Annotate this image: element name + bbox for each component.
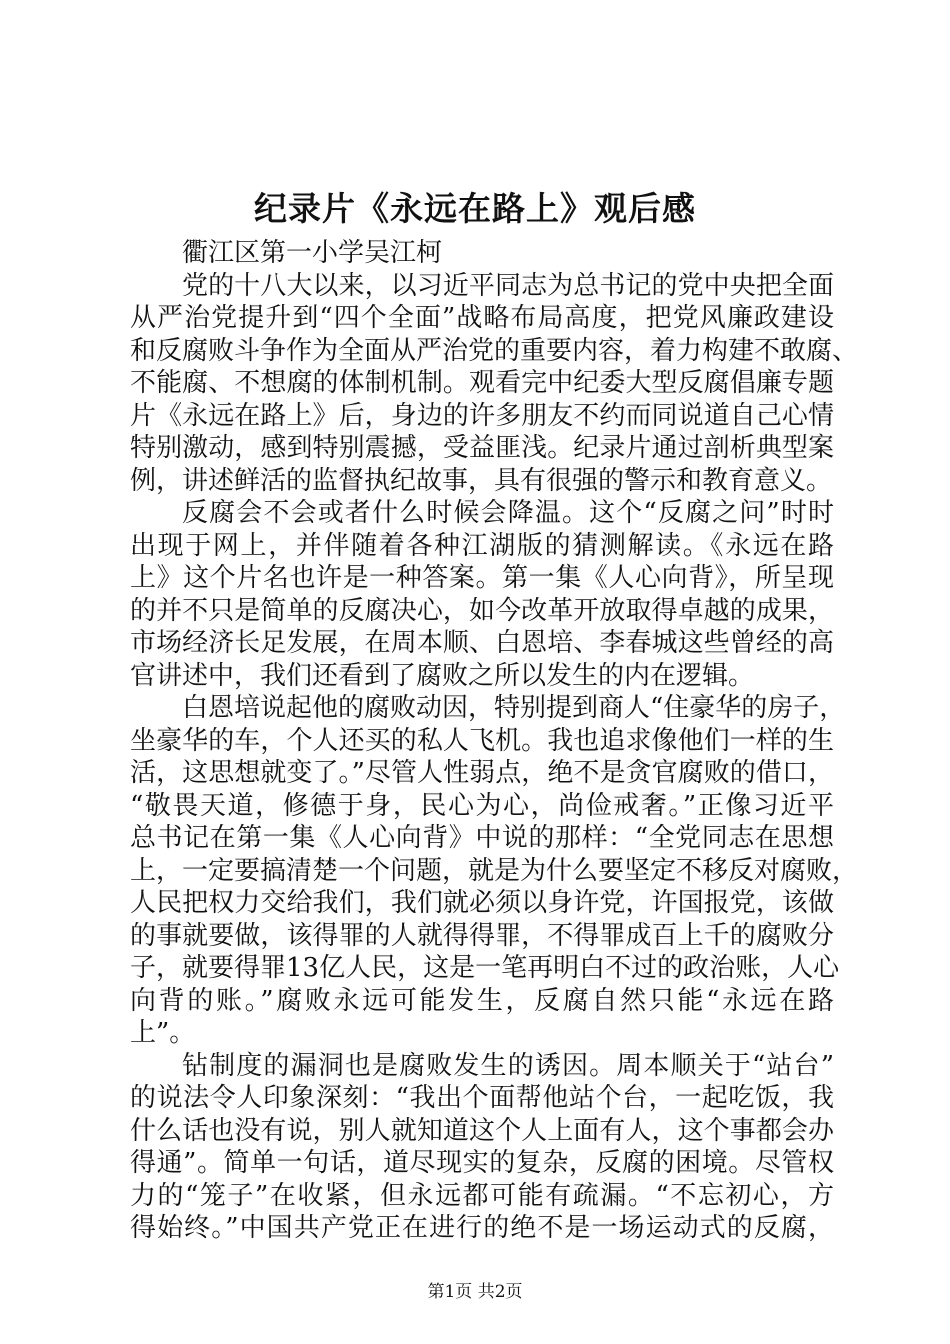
document-body	[130, 237, 859, 1245]
text-line: 市场经济长足发展，在周本顺、白恩培、李春城这些曾经的高	[130, 628, 834, 658]
text-line: 的事就要做，该得罪的人就得得罪，不得罪成百上千的腐败分	[130, 920, 834, 951]
text-line: 得通”。简单一句话，道尽现实的复杂，反腐的困境。尽管权	[130, 1148, 834, 1178]
paragraph-4	[130, 1050, 834, 1245]
text-line: 的说法令人印象深刻：“我出个面帮他站个台，一起吃饭，我	[130, 1083, 834, 1113]
text-line: 向背的账。”腐败永远可能发生，反腐自然只能“永远在路	[130, 985, 834, 1016]
text-line: 官讲述中，我们还看到了腐败之所以发生的内在逻辑。	[130, 660, 755, 691]
paragraph-2	[130, 497, 834, 692]
text-line: 坐豪华的车，个人还买的私人飞机。我也追求像他们一样的生	[130, 725, 834, 756]
text-line: 什么话也没有说，别人就知道这个人上面有人，这个事都会办	[130, 1115, 834, 1146]
text-line: 活，这思想就变了。”尽管人性弱点，绝不是贪官腐败的借口，	[130, 758, 834, 788]
text-line: 片《永远在路上》后，身边的许多朋友不约而同说道自己心情	[130, 400, 834, 431]
text-line: 总书记在第一集《人心向背》中说的那样：“全党同志在思想	[130, 823, 834, 853]
text-line: 上”。	[130, 1018, 196, 1048]
author-line: 衢江区第一小学吴江柯	[182, 238, 443, 268]
text-line: “敬畏天道，修德于身，民心为心，尚俭戒奢。”正像习近平	[130, 790, 834, 821]
paragraph-1	[130, 270, 859, 498]
document-title: 纪录片《永远在路上》观后感	[254, 189, 696, 228]
page-footer: 第1页 共2页	[427, 1282, 523, 1302]
text-line: 从严治党提升到“四个全面”战略布局高度，把党风廉政建设	[130, 303, 834, 333]
text-line: 上》这个片名也许是一种答案。第一集《人心向背》，所呈现	[130, 563, 834, 593]
text-line: 特别激动，感到特别震撼，受益匪浅。纪录片通过剖析典型案	[130, 433, 834, 463]
text-line: 的并不只是简单的反腐决心，如今改革开放取得卓越的成果，	[130, 595, 834, 626]
paragraph-3	[130, 692, 859, 1050]
text-line: 例，讲述鲜活的监督执纪故事，具有很强的警示和教育意义。	[130, 465, 833, 496]
text-line: 白恩培说起他的腐败动因，特别提到商人“住豪华的房子，	[182, 693, 846, 723]
text-line: 上，一定要搞清楚一个问题，就是为什么要坚定不移反对腐败，	[130, 855, 859, 886]
text-line: 出现于网上，并伴随着各种江湖版的猜测解读。《永远在路	[130, 530, 834, 561]
text-line: 得始终。”中国共产党正在进行的绝不是一场运动式的反腐，	[130, 1213, 834, 1243]
text-line: 子，就要得罪13亿人民，这是一笔再明白不过的政治账，人心	[130, 953, 840, 983]
text-line: 反腐会不会或者什么时候会降温。这个“反腐之问”时时	[182, 498, 834, 528]
text-line: 人民把权力交给我们，我们就必须以身许党，许国报党，该做	[130, 888, 834, 918]
text-line: 力的“笼子”在收紧，但永远都可能有疏漏。“不忘初心，方	[130, 1180, 834, 1211]
text-line: 钻制度的漏洞也是腐败发生的诱因。周本顺关于“站台”	[182, 1050, 834, 1081]
text-line: 党的十八大以来，以习近平同志为总书记的党中央把全面	[182, 270, 834, 301]
text-line: 不能腐、不想腐的体制机制。观看完中纪委大型反腐倡廉专题	[130, 368, 834, 398]
text-line: 和反腐败斗争作为全面从严治党的重要内容，着力构建不敢腐、	[130, 335, 859, 366]
